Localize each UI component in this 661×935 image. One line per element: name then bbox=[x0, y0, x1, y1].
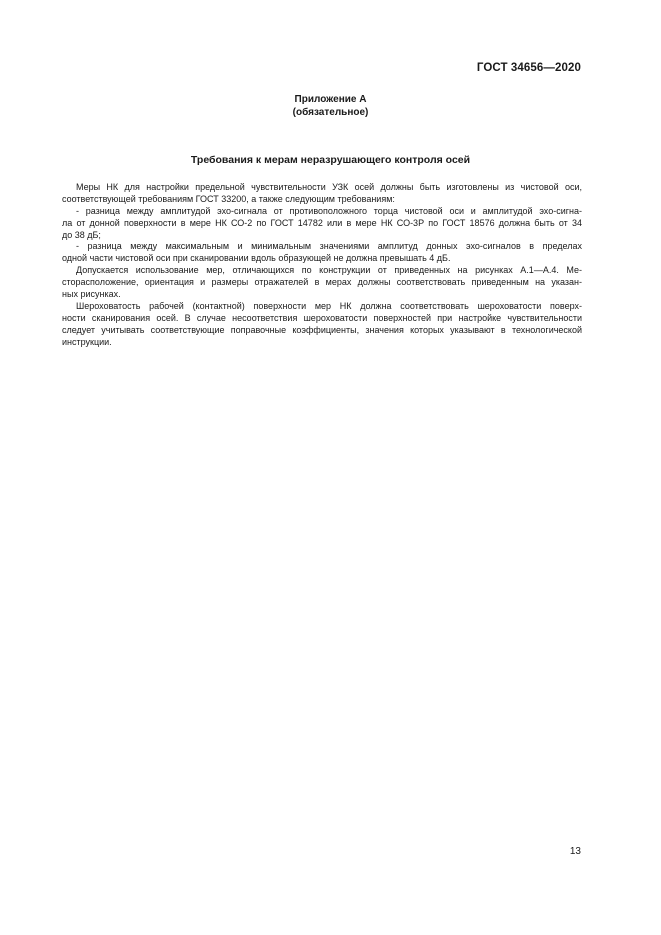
list-item-line: ла от донной поверхности в мере НК СО-2 по ГОСТ 14782 или в мере НК СО-3Р по ГОСТ 18576 должна быть от 34 bbox=[62, 217, 582, 228]
text-line: Допускается использование мер, отличающихся по конструкции от приведенных на рисунках А.1—А.4. Ме- bbox=[76, 265, 582, 276]
text-line: Меры НК для настройки предельной чувствительности УЗК осей должны быть изготовлены из чистовой оси, bbox=[76, 182, 582, 192]
text-line: инструкции. bbox=[62, 336, 112, 347]
appendix-heading bbox=[0, 93, 661, 119]
list-item-line: до 38 дБ; bbox=[62, 229, 101, 240]
text-line: сторасположение, ориентация и размеры отражателей в мерах должны соответствовать приведенным на указан- bbox=[62, 277, 582, 288]
text-line: соответствующей требованиям ГОСТ 33200, а также следующим требованиям: bbox=[62, 193, 395, 204]
text-line: Шероховатость рабочей (контактной) поверхности мер НК должна соответствовать шероховатости поверх- bbox=[76, 300, 582, 311]
list-item-line: одной части чистовой оси при сканировании вдоль образующей не должна превышать 4 дБ. bbox=[62, 253, 451, 264]
body-text bbox=[62, 182, 582, 348]
page-number: 13 bbox=[569, 846, 581, 857]
standard-code: ГОСТ 34656—2020 bbox=[476, 62, 581, 74]
appendix-status: (обязательное) bbox=[292, 107, 369, 118]
text-line: ных рисунках. bbox=[62, 289, 121, 300]
text-line: следует учитывать соответствующие поправочные коэффициенты, значения которых указывают в технологической bbox=[62, 324, 582, 335]
appendix-title: Приложение А bbox=[294, 94, 367, 105]
text-line: ности сканирования осей. В случае несоответствия шероховатости поверхностей при настройке чувствительности bbox=[62, 312, 582, 323]
list-item-line: - разница между амплитудой эхо-сигнала от противоположного торца чистовой оси и амплитудой эхо-сигна- bbox=[76, 205, 582, 216]
list-item-line: - разница между максимальным и минимальным значениями амплитуд донных эхо-сигналов в пределах bbox=[76, 241, 582, 252]
section-title: Требования к мерам неразрушающего контроля осей bbox=[190, 154, 471, 166]
